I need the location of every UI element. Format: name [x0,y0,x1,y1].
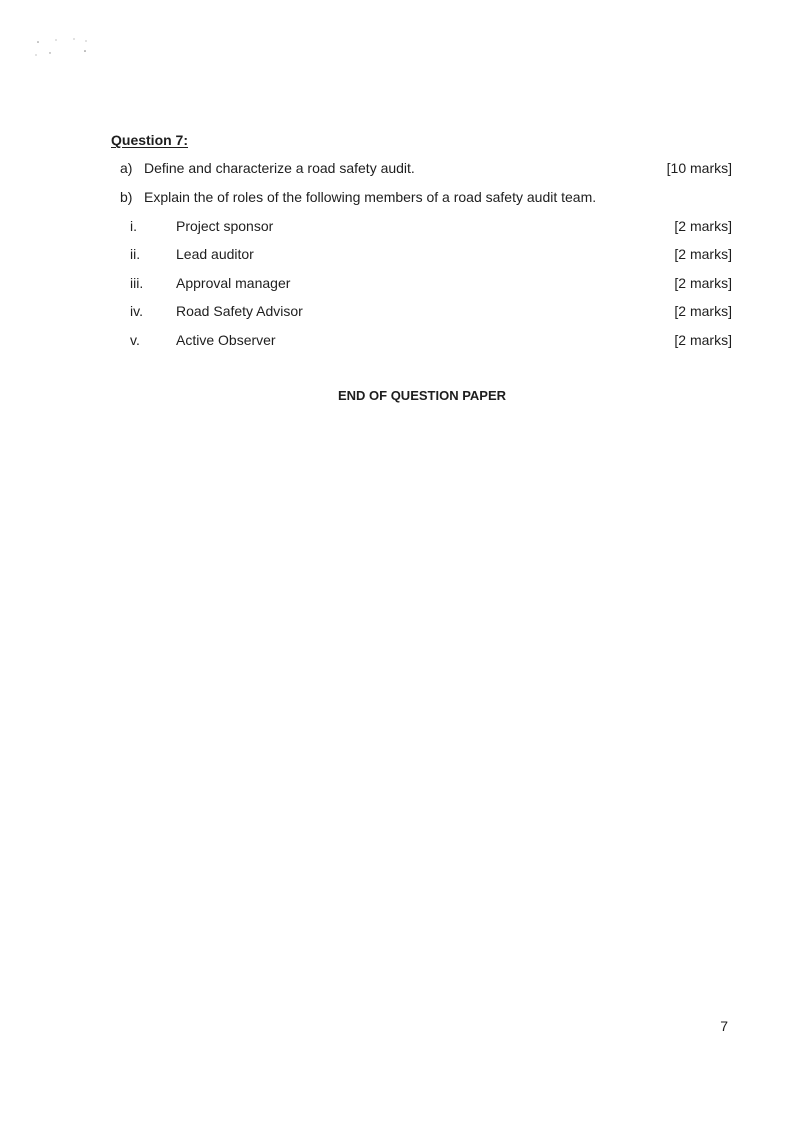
item-numeral: iv. [130,303,143,319]
scan-specks [30,36,100,60]
item-numeral: i. [130,218,137,234]
item-text: Project sponsor [176,218,274,234]
list-item [0,244,794,264]
item-marks: [2 marks] [674,332,732,348]
item-numeral: iii. [130,275,144,291]
question-title: Question 7: [111,132,189,148]
item-text: Lead auditor [176,246,254,262]
part-a-text: Define and characterize a road safety audit. [144,160,415,176]
item-numeral: ii. [130,246,141,262]
item-marks: [2 marks] [674,246,732,262]
part-a-marker: a) [120,160,133,176]
item-marks: [2 marks] [674,218,732,234]
item-numeral: v. [130,332,140,348]
list-item [0,216,794,236]
list-item [0,330,794,350]
item-marks: [2 marks] [674,275,732,291]
question-part-b [0,187,794,207]
list-item [0,301,794,321]
list-item [0,273,794,293]
part-b-marker: b) [120,189,133,205]
end-of-paper-note: END OF QUESTION PAPER [337,388,507,403]
item-marks: [2 marks] [674,303,732,319]
part-b-text: Explain the of roles of the following members of a road safety audit team. [144,189,597,205]
page-number: 7 [720,1018,728,1034]
part-a-marks: [10 marks] [666,160,732,176]
item-text: Road Safety Advisor [176,303,303,319]
item-text: Approval manager [176,275,291,291]
item-text: Active Observer [176,332,276,348]
question-part-a [0,158,794,178]
